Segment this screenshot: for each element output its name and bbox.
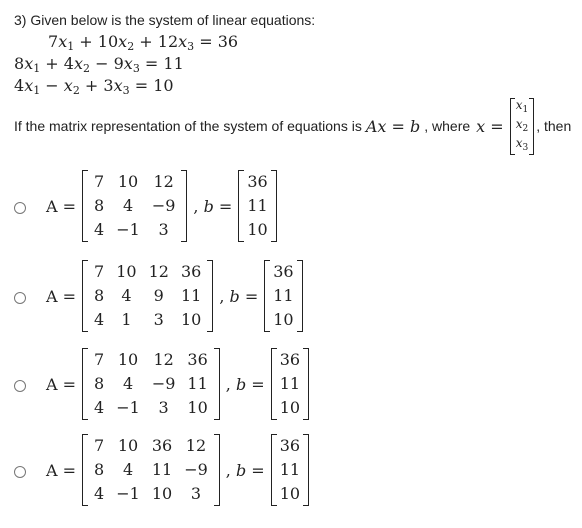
matrix-a-cell: −1 xyxy=(116,220,140,239)
question-prompt xyxy=(14,96,571,156)
matrix-a-cell: 8 xyxy=(94,374,105,393)
question-intro-text: Given below is the system of linear equations: xyxy=(30,12,316,28)
vector-b-cell: 10 xyxy=(247,220,268,239)
matrix-a-cell: 11 xyxy=(187,374,208,393)
option-2-matrix-a xyxy=(82,260,213,332)
matrix-a-cell: 12 xyxy=(185,436,207,455)
matrix-a-cell: 8 xyxy=(94,460,105,479)
matrix-a-cell: 4 xyxy=(94,220,105,239)
option-radio-4[interactable] xyxy=(14,466,26,478)
matrix-a-cell: 4 xyxy=(94,310,105,329)
option-4-vector-b xyxy=(271,434,309,506)
matrix-a-cell: 4 xyxy=(122,196,134,215)
option-3[interactable] xyxy=(46,348,309,420)
equation-1: $7x_1 + 10x_2 + 12x_3 = 36$ xyxy=(48,32,239,53)
option-4[interactable] xyxy=(46,434,309,506)
matrix-a-cell: 10 xyxy=(151,484,173,503)
x-vector-entry-1: $x_1$ xyxy=(515,97,529,115)
option-1-vector-b xyxy=(238,170,276,242)
matrix-a-cell: 10 xyxy=(187,398,208,417)
vector-b-cell: 11 xyxy=(279,460,301,479)
matrix-a-cell: 11 xyxy=(180,286,202,305)
matrix-a-cell: −9 xyxy=(184,460,208,479)
matrix-a-cell: 3 xyxy=(153,310,164,329)
vector-b-cell: 11 xyxy=(273,286,294,305)
matrix-a-cell: 9 xyxy=(153,286,164,305)
matrix-a-cell: 12 xyxy=(148,262,169,281)
option-2-b-label: , b = xyxy=(219,286,259,306)
option-1-a-label: A = xyxy=(46,196,77,216)
matrix-a-cell: 10 xyxy=(117,350,139,369)
option-radio-2[interactable] xyxy=(14,292,26,304)
option-2-a-label: A = xyxy=(46,286,77,306)
option-2-vector-b xyxy=(264,260,302,332)
vector-b-cell: 36 xyxy=(273,262,294,281)
option-radio-1[interactable] xyxy=(14,202,26,214)
matrix-a-cell: 7 xyxy=(94,350,105,369)
matrix-a-cell: 36 xyxy=(180,262,202,281)
vector-b-cell: 36 xyxy=(279,436,301,455)
matrix-a-cell: 3 xyxy=(190,484,202,503)
matrix-a-cell: 11 xyxy=(151,460,173,479)
matrix-a-cell: 36 xyxy=(187,350,208,369)
x-vector xyxy=(510,98,535,155)
matrix-a-cell: 10 xyxy=(117,436,139,455)
option-3-matrix-a xyxy=(82,348,220,420)
matrix-a-cell: 3 xyxy=(158,398,169,417)
matrix-a-cell: −9 xyxy=(151,374,176,393)
vector-b-cell: 11 xyxy=(279,374,301,393)
vector-b-cell: 36 xyxy=(247,172,268,191)
matrix-a-cell: 7 xyxy=(94,436,105,455)
prompt-mid: , where xyxy=(424,118,471,134)
prompt-x-equals: x = xyxy=(476,116,504,136)
option-3-a-label: A = xyxy=(46,374,77,394)
equation-2: $8x_1 + 4x_2 - 9x_3 = 11$ xyxy=(14,54,184,75)
matrix-a-cell: 7 xyxy=(94,262,105,281)
prompt-end: , then xyxy=(536,118,572,134)
x-vector-entry-2: $x_2$ xyxy=(515,116,529,134)
matrix-a-cell: 12 xyxy=(153,172,174,191)
matrix-a-cell: −9 xyxy=(151,196,176,215)
matrix-a-cell: 4 xyxy=(94,484,105,503)
option-4-a-label: A = xyxy=(46,460,77,480)
vector-b-cell: 11 xyxy=(247,196,268,215)
matrix-a-cell: 8 xyxy=(94,196,105,215)
option-1-matrix-a xyxy=(82,170,187,242)
matrix-a-cell: 4 xyxy=(94,398,105,417)
option-1-b-label: , b = xyxy=(193,196,233,216)
matrix-a-cell: 8 xyxy=(94,286,105,305)
matrix-a-cell: 10 xyxy=(116,262,137,281)
option-4-matrix-a xyxy=(82,434,220,506)
matrix-a-cell: 10 xyxy=(117,172,139,191)
matrix-a-cell: 36 xyxy=(151,436,173,455)
option-2[interactable] xyxy=(46,260,303,332)
question-intro xyxy=(14,12,315,28)
option-3-b-label: , b = xyxy=(225,374,265,394)
prompt-start: If the matrix representation of the system of equations is xyxy=(14,118,362,134)
matrix-a-cell: 4 xyxy=(122,374,134,393)
matrix-a-cell: 1 xyxy=(121,310,132,329)
vector-b-cell: 36 xyxy=(279,350,301,369)
prompt-equation: Ax = b xyxy=(365,116,421,136)
matrix-a-cell: 7 xyxy=(94,172,105,191)
matrix-a-cell: 12 xyxy=(153,350,174,369)
matrix-a-cell: 10 xyxy=(180,310,202,329)
vector-b-cell: 10 xyxy=(279,398,301,417)
option-radio-3[interactable] xyxy=(14,380,26,392)
matrix-a-cell: −1 xyxy=(116,484,140,503)
vector-b-cell: 10 xyxy=(273,310,294,329)
question-number: 3) xyxy=(14,12,27,28)
equation-3: $4x_1 - x_2 + 3x_3 = 10$ xyxy=(14,76,174,97)
matrix-a-cell: 3 xyxy=(158,220,169,239)
option-3-vector-b xyxy=(271,348,309,420)
matrix-a-cell: 4 xyxy=(122,460,134,479)
option-4-b-label: , b = xyxy=(225,460,265,480)
x-vector-entry-3: $x_3$ xyxy=(515,135,529,153)
option-1[interactable] xyxy=(46,170,277,242)
matrix-a-cell: 4 xyxy=(121,286,132,305)
vector-b-cell: 10 xyxy=(279,484,301,503)
matrix-a-cell: −1 xyxy=(116,398,140,417)
